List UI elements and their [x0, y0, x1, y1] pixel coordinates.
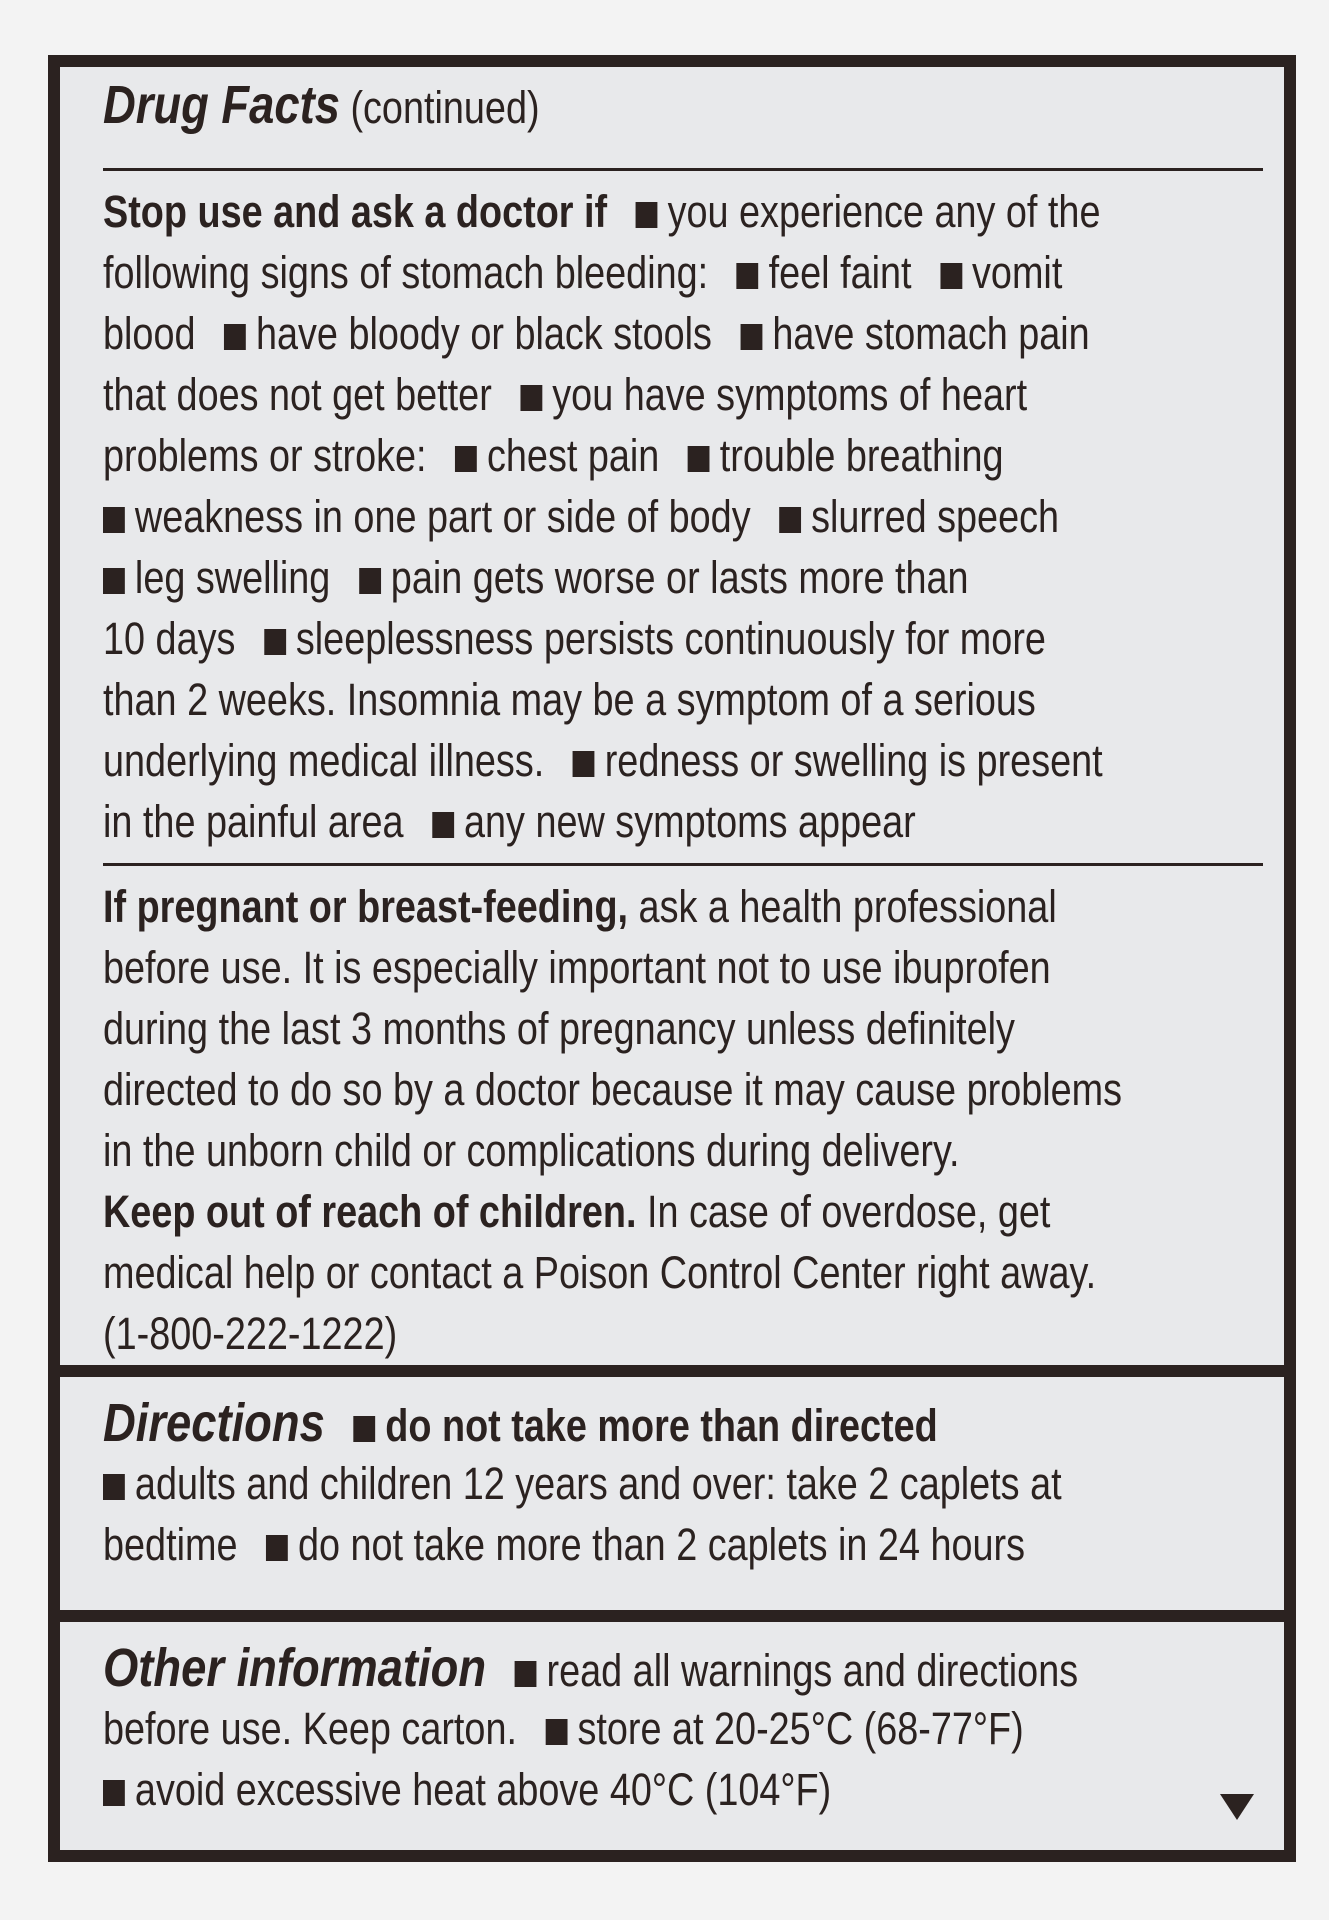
section-divider [60, 1610, 1284, 1622]
text-segment [103, 1247, 1096, 1298]
segment-text: before use. It is especially important not to use ibuprofen [103, 942, 1051, 993]
section-rule [103, 863, 1263, 866]
segment-text: Keep out of reach of children. [103, 1186, 637, 1237]
segment-text: feel faint [768, 247, 912, 298]
bullet-square-icon [546, 1719, 568, 1745]
bullet-square-icon [740, 324, 762, 350]
bullet-square-icon [266, 1535, 288, 1561]
other-information-line [103, 1701, 1024, 1757]
text-segment [628, 881, 1057, 932]
segment-text: before use. Keep carton. [103, 1703, 517, 1754]
bullet-square-icon [737, 263, 759, 289]
segment-text: sleeplessness persists continuously for more [295, 613, 1046, 664]
bullet-square-icon [455, 446, 477, 472]
segment-text: avoid excessive heat above 40°C (104°F) [134, 1764, 832, 1815]
bullet-square-icon [573, 751, 595, 777]
segment-text: leg swelling [134, 552, 331, 603]
text-segment [103, 1308, 397, 1359]
text-segment [353, 1400, 937, 1451]
warnings-line [103, 184, 1100, 240]
text-segment [432, 796, 916, 847]
warnings-line [103, 428, 1004, 484]
warnings-line [103, 733, 1103, 789]
text-segment [103, 308, 195, 359]
segment-text: you experience any of the [667, 186, 1101, 237]
text-segment [740, 308, 1089, 359]
text-segment [103, 674, 1036, 725]
segment-text: have bloody or black stools [255, 308, 712, 359]
text-segment [103, 552, 330, 603]
text-segment [520, 369, 1027, 420]
segment-text: have stomach pain [772, 308, 1090, 359]
warnings-line [103, 550, 969, 606]
segment-text: you have symptoms of heart [552, 369, 1028, 420]
segment-text: underlying medical illness. [103, 735, 545, 786]
segment-text: in the unborn child or complications during delivery. [103, 1125, 960, 1176]
directions-line [103, 1517, 1025, 1573]
segment-text: than 2 weeks. Insomnia may be a symptom of a serious [103, 674, 1036, 725]
text-segment [636, 1186, 1050, 1237]
text-segment [103, 1764, 831, 1815]
drug-facts-title [103, 77, 540, 136]
pregnancy-line [103, 1062, 1122, 1118]
segment-text: read all warnings and directions [546, 1645, 1079, 1696]
bullet-square-icon [103, 1474, 125, 1500]
text-segment [103, 247, 708, 298]
pregnancy-line [103, 1245, 1096, 1301]
segment-text: that does not get better [103, 369, 492, 420]
text-segment [264, 613, 1046, 664]
directions-line [103, 1395, 938, 1454]
pregnancy-line [103, 1001, 1015, 1057]
bullet-square-icon [103, 1780, 125, 1806]
segment-text: in the painful area [103, 796, 404, 847]
drug-facts-panel [48, 55, 1296, 1862]
section-divider [60, 1365, 1284, 1377]
text-segment [103, 1064, 1122, 1115]
title-rule [103, 168, 1263, 171]
text-segment [103, 1393, 325, 1453]
text-segment [103, 942, 1051, 993]
text-segment [103, 1125, 960, 1176]
warnings-line [103, 306, 1090, 362]
bullet-square-icon [520, 385, 542, 411]
other-information-line [103, 1640, 1078, 1699]
title-bold: Drug Facts [103, 75, 340, 135]
segment-text: store at 20-25°C (68-77°F) [577, 1703, 1024, 1754]
segment-text: chest pain [486, 430, 660, 481]
segment-text: directed to do so by a doctor because it may cause problems [103, 1064, 1123, 1115]
bullet-square-icon [264, 629, 286, 655]
warnings-line [103, 489, 1059, 545]
text-segment [103, 369, 492, 420]
text-segment [103, 491, 751, 542]
segment-text: blood [103, 308, 196, 359]
segment-text: do not take more than directed [385, 1400, 938, 1451]
warnings-line [103, 245, 1062, 301]
directions-line [103, 1456, 1062, 1512]
bullet-square-icon [103, 568, 125, 594]
text-segment [224, 308, 712, 359]
text-segment [688, 430, 1004, 481]
text-segment [103, 186, 607, 237]
text-segment [103, 1703, 517, 1754]
segment-text: do not take more than 2 caplets in 24 hours [297, 1519, 1026, 1570]
segment-text: redness or swelling is present [604, 735, 1103, 786]
text-segment [103, 735, 544, 786]
pregnancy-line [103, 879, 1057, 935]
segment-text: following signs of stomach bleeding: [103, 247, 709, 298]
warnings-line [103, 794, 916, 850]
segment-text: problems or stroke: [103, 430, 427, 481]
pregnancy-line [103, 1306, 397, 1362]
text-segment [515, 1645, 1079, 1696]
bullet-square-icon [103, 507, 125, 533]
segment-text: vomit [972, 247, 1063, 298]
segment-text: (1-800-222-1222) [103, 1308, 398, 1359]
segment-text: trouble breathing [719, 430, 1004, 481]
text-segment [103, 1638, 487, 1698]
segment-text: adults and children 12 years and over: take 2 caplets at [134, 1458, 1062, 1509]
text-segment [103, 796, 404, 847]
segment-text: In case of overdose, get [636, 1186, 1051, 1237]
bullet-square-icon [636, 202, 658, 228]
bullet-square-icon [432, 812, 454, 838]
pregnancy-line [103, 940, 1051, 996]
segment-text: weakness in one part or side of body [134, 491, 751, 542]
bullet-square-icon [359, 568, 381, 594]
text-segment [359, 552, 969, 603]
text-segment [737, 247, 912, 298]
text-segment [103, 1186, 636, 1237]
text-segment [940, 247, 1062, 298]
segment-text: pain gets worse or lasts more than [390, 552, 969, 603]
text-segment [103, 613, 235, 664]
warnings-line [103, 672, 1036, 728]
pregnancy-line [103, 1184, 1050, 1240]
segment-text: medical help or contact a Poison Control Center right away. [103, 1247, 1097, 1298]
text-segment [455, 430, 659, 481]
segment-text: bedtime [103, 1519, 238, 1570]
bullet-square-icon [779, 507, 801, 533]
text-segment [636, 186, 1101, 237]
bullet-square-icon [353, 1416, 375, 1442]
text-segment [103, 1003, 1015, 1054]
segment-text: Other information [103, 1638, 487, 1698]
text-segment [546, 1703, 1024, 1754]
segment-text: during the last 3 months of pregnancy unless definitely [103, 1003, 1015, 1054]
text-segment [103, 430, 427, 481]
warnings-line [103, 367, 1027, 423]
segment-text: any new symptoms appear [464, 796, 916, 847]
title-continued: (continued) [350, 82, 540, 133]
text-segment [103, 1519, 237, 1570]
text-segment [779, 491, 1059, 542]
text-segment [103, 1458, 1062, 1509]
segment-text: slurred speech [811, 491, 1060, 542]
segment-text: Stop use and ask a doctor if [103, 186, 608, 237]
text-segment [103, 881, 628, 932]
bullet-square-icon [224, 324, 246, 350]
down-triangle-icon [1220, 1794, 1254, 1820]
segment-text: Directions [103, 1393, 325, 1453]
other-information-line [103, 1762, 831, 1818]
pregnancy-line [103, 1123, 960, 1179]
bullet-square-icon [515, 1661, 537, 1687]
segment-text: ask a health professional [628, 881, 1057, 932]
text-segment [266, 1519, 1025, 1570]
bullet-square-icon [688, 446, 710, 472]
bullet-square-icon [940, 263, 962, 289]
segment-text: If pregnant or breast-feeding, [103, 881, 629, 932]
text-segment [573, 735, 1103, 786]
warnings-line [103, 611, 1046, 667]
segment-text: 10 days [103, 613, 236, 664]
